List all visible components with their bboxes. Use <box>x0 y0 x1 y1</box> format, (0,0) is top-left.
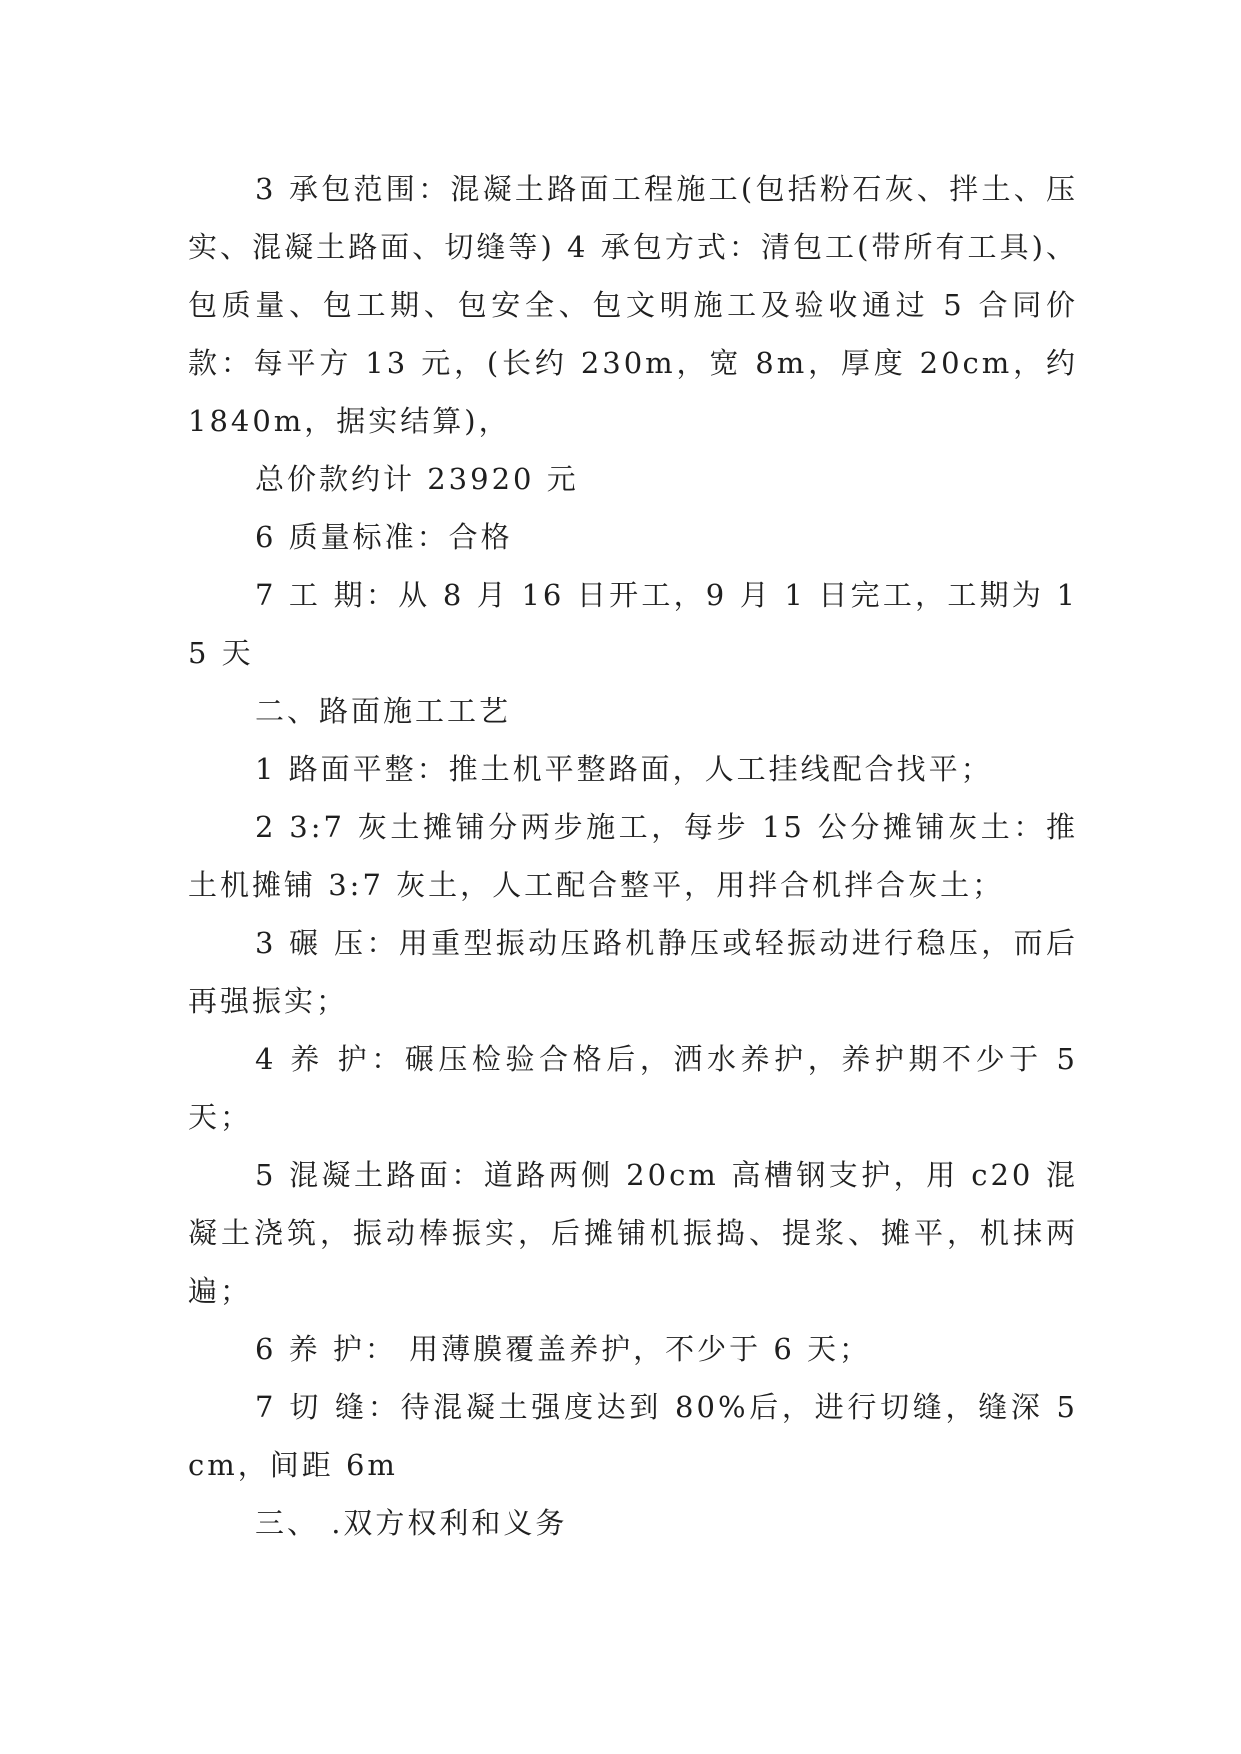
paragraph-lime-soil-paving: 2 3:7 灰土摊铺分两步施工，每步 15 公分摊铺灰土：推土机摊铺 3:7 灰土，人工配合整平，用拌合机拌合灰土； <box>188 810 1078 902</box>
paragraph-quality-standard: 6 质量标准：合格 <box>255 520 513 554</box>
paragraph-total-price: 总价款约计 23920 元 <box>255 462 579 496</box>
paragraph-curing-1: 4 养 护：碾压检验合格后，洒水养护，养护期不少于 5 天； <box>188 1042 1078 1134</box>
paragraph-road-leveling: 1 路面平整：推土机平整路面，人工挂线配合找平； <box>255 752 993 786</box>
paragraph-construction-period: 7 工 期：从 8 月 16 日开工，9 月 1 日完工，工期为 15 天 <box>188 578 1078 670</box>
paragraph-rolling: 3 碾 压：用重型振动压路机静压或轻振动进行稳压，而后再强振实； <box>188 926 1078 1018</box>
paragraph-curing-2: 6 养 护： 用薄膜覆盖养护，不少于 6 天； <box>255 1332 871 1366</box>
document-body <box>188 160 1078 1552</box>
section-heading-process: 二、路面施工工艺 <box>255 694 512 728</box>
section-heading-rights-obligations: 三、 .双方权利和义务 <box>255 1506 568 1540</box>
paragraph-joint-cutting: 7 切 缝：待混凝土强度达到 80%后，进行切缝，缝深 5cm，间距 6m <box>188 1390 1078 1482</box>
paragraph-contract-scope: 3 承包范围：混凝土路面工程施工(包括粉石灰、拌土、压实、混凝土路面、切缝等) 4 承包方式：清包工(带所有工具)、包质量、包工期、包安全、包文明施工及验收通过 5 合同价款：每平方 13 元，(长约 230m，宽 8m，厚度 20cm，约 1840m，据实结算)， <box>188 172 1078 438</box>
paragraph-concrete-pavement: 5 混凝土路面：道路两侧 20cm 高槽钢支护，用 c20 混凝土浇筑，振动棒振实，后摊铺机振捣、提浆、摊平，机抹两遍； <box>188 1158 1078 1308</box>
